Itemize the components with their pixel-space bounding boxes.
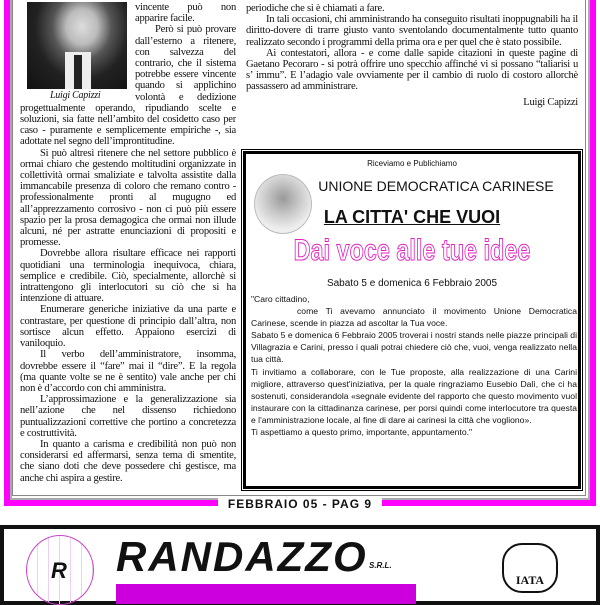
paragraph: L’approssimazione e la generalizzazione sia nell’azione che nel dissenso richiedono puntualizzazioni correttive che portino a concretezza e costruttività.	[20, 394, 236, 439]
paragraph: Si può altresì ritenere che nel settore pubblico è ormai chiaro che gestendo moltitudini organizzate in collettività ormai smaliziate e talvolta assistite dalla immancabile presenza di coloro che remano contro - professionalmente pronti al mugugno ed all’apprezzamento corrosivo - non ci può più essere spazio per la prosa demagogica che ormai non illude alcuni, né per astratte enunciazioni di propositi e promesse.	[20, 147, 236, 249]
logo-letter: R	[51, 558, 67, 583]
slogan: Dai voce alle tue idee	[293, 234, 531, 267]
iata-logo: IATA	[502, 543, 558, 593]
article-column-left	[20, 2, 236, 492]
photo-block	[20, 2, 130, 101]
photo-caption: Luigi Capizzi	[50, 90, 101, 101]
paragraph: Sabato 5 e domenica 6 Febbraio 2005 troverai i nostri stands nelle piazze principali di Villagrazia e Carini, presso i quali potrai chiedere ciò che, vuoi, venga realizzato nella tua città.	[251, 330, 577, 365]
paragraph: In quanto a carisma e credibilità non può non considerarsi ed affermarsi, senza tema di smentite, che siano doti che deve possedere chi gestisce, ma anche chi aspira a gestire.	[20, 438, 236, 484]
paragraph: Ti aspettiamo a questo primo, importante, appuntamento."	[251, 427, 473, 438]
paragraph-part: Però si può provare dall’esterno a ritenere, con salvezza del contrario, che il sistema potrebbe essere vincente quando si applichino volontà e dedizione progettualmente operando, ripudiando scelte e soluzioni, sia fatte nell’ambito del	[20, 24, 236, 126]
company-suffix: S.R.L.	[369, 561, 392, 570]
paragraph: In tali occasioni, chi amministrando ha conseguito risultati inoppugnabili ha il diritto-dovere di trarre giusto vanto sventolando documentalmente tutto quanto realizzato secondo i programmi della prima ora e per quel che è stato possibile.	[246, 14, 578, 48]
article-column-right	[246, 3, 578, 108]
brand-name: RANDAZZO	[116, 533, 368, 580]
paragraph: come Ti avevamo annunciato il movimento Unione Democratica Carinese, scende in piazza ad ascoltar la Tua voce.	[251, 306, 577, 329]
author-photo	[27, 2, 127, 89]
globe-logo	[26, 535, 94, 605]
paragraph: Dovrebbe allora risultare efficace nei rapporti quotidiani una terminologia inequivoca, chiara, semplice e credibile. Ciò, specialmente, allorchè si intrattengono gli interlocutori su ciò che si ha intenzione di attuare.	[20, 248, 236, 305]
organization-name: UNIONE DEMOCRATICA CARINESE	[318, 178, 554, 194]
ad-banner-bar	[116, 584, 416, 604]
greeting: "Caro cittadino,	[251, 294, 310, 304]
kicker: Riceviamo e Publichiamo	[367, 159, 457, 168]
paragraph: Ti invitiamo a collaborare, con le Tue proposte, alla realizzazione di una Carini migliore, attraverso quest'iniziativa, per la quale ringraziamo Eusebio Dalì, che ci ha sostenuti, considerandola «segnale evidente del rapporto che questo movimento vuol instaurare con la cittadinanza carinese, per porsi quindi come interlocutore tra questa e l'amministrazione locale, al fine di dare ai carinesi la città che vogliono».	[251, 366, 577, 425]
issue-page-label: FEBBRAIO 05 - PAG 9	[218, 497, 382, 511]
letter-body	[251, 293, 577, 438]
paragraph: Il verbo dell’amministratore, insomma, dovrebbe essere il “fare” mai il “dire”. E la regola (ma quante volte se ne è sentito) vale anche per chi non è d’accordo con chi amministra.	[20, 349, 236, 394]
press-release-box	[243, 151, 581, 489]
paragraph-part: cosidetto caso per caso - puramente e semplicemente empiriche -, sia adottate nel segno dell’improntitudine.	[20, 114, 236, 148]
paragraph: vincente può non apparire facile.	[135, 2, 236, 25]
page-footer	[0, 496, 600, 512]
paragraph: Enumerare generiche iniziative da una parte e contrastare, per questione di principio dall’altra, non sortisce alcun effetto. Appaiono esercizi di vaniloquio.	[20, 304, 236, 350]
event-date: Sabato 5 e domenica 6 Febbraio 2005	[326, 278, 498, 289]
paragraph: Ai contestatori, allora - e come dalle sapide citazioni in queste pagine di Gaetano Pecoraro - si potrà offrire uno specchio affinché vi si possano “taliarisi u s’ immu”. E l’adagio vale ovviamente per il cambio di ruolo di costoro allorchè passassero ad amministrare.	[246, 47, 578, 93]
paragraph: periodiche che si è chiamati a fare.	[246, 3, 385, 14]
box-title: LA CITTA' CHE VUOI	[323, 207, 501, 227]
randazzo-advertisement	[0, 525, 600, 605]
author-signature: Luigi Capizzi	[523, 96, 578, 108]
